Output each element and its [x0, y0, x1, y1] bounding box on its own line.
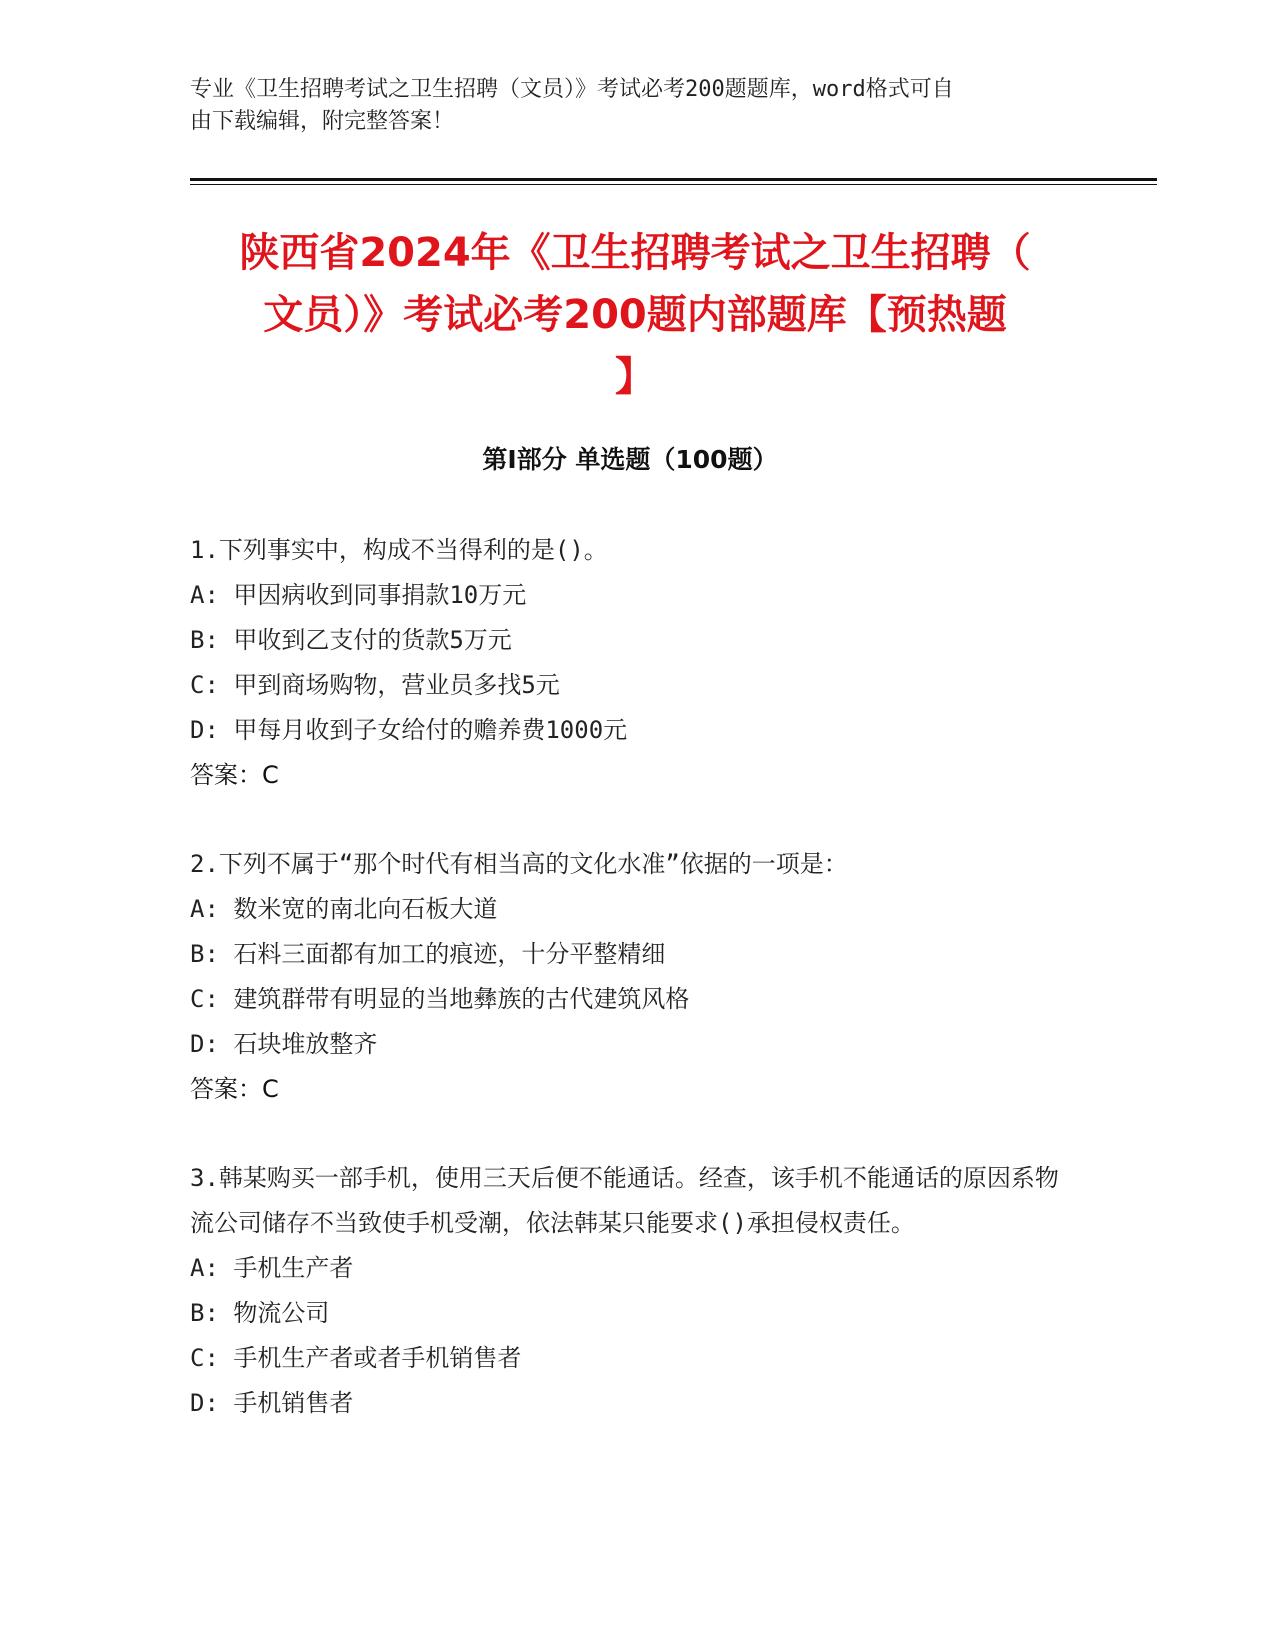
header-divider-thick — [190, 178, 1157, 181]
document-title-line-3: 】 — [615, 354, 655, 400]
question-stem: 3.韩某购买一部手机，使用三天后便不能通话。经查，该手机不能通话的原因系物流公司储存不当致使手机受潮，依法韩某只能要求()承担侵权责任。 — [190, 1164, 1059, 1237]
question-stem: 1.下列事实中，构成不当得利的是()。 — [190, 536, 608, 564]
option-a: A: 甲因病收到同事捐款10万元 — [190, 581, 527, 609]
question-list — [190, 528, 1070, 1470]
header-note-line-2: 由下载编辑，附完整答案！ — [190, 109, 455, 134]
option-b: B: 石料三面都有加工的痕迹，十分平整精细 — [190, 940, 666, 968]
option-b: B: 物流公司 — [190, 1299, 330, 1327]
document-title — [170, 222, 1100, 408]
option-b: B: 甲收到乙支付的货款5万元 — [190, 626, 512, 654]
option-c: C: 甲到商场购物，营业员多找5元 — [190, 671, 560, 699]
section-heading: 第Ⅰ部分 单选题（100题） — [482, 445, 778, 474]
option-c: C: 手机生产者或者手机销售者 — [190, 1344, 522, 1372]
header-divider-thin — [190, 184, 1157, 185]
option-d: D: 石块堆放整齐 — [190, 1030, 378, 1058]
question-1 — [190, 528, 1070, 798]
document-title-line-2: 文员）》考试必考200题内部题库【预热题 — [263, 292, 1007, 338]
option-a: A: 手机生产者 — [190, 1254, 354, 1282]
answer-line: 答案：C — [190, 761, 279, 789]
question-3 — [190, 1156, 1070, 1426]
question-2 — [190, 842, 1070, 1112]
question-stem: 2.下列不属于“那个时代有相当高的文化水准”依据的一项是： — [190, 850, 848, 878]
header-note — [190, 74, 1070, 138]
option-d: D: 手机销售者 — [190, 1389, 354, 1417]
answer-line: 答案：C — [190, 1075, 279, 1103]
header-note-line-1: 专业《卫生招聘考试之卫生招聘（文员）》考试必考200题题库，word格式可自 — [190, 77, 954, 102]
option-c: C: 建筑群带有明显的当地彝族的古代建筑风格 — [190, 985, 690, 1013]
document-title-line-1: 陕西省2024年《卫生招聘考试之卫生招聘（ — [239, 230, 1031, 276]
option-d: D: 甲每月收到子女给付的赡养费1000元 — [190, 716, 628, 744]
option-a: A: 数米宽的南北向石板大道 — [190, 895, 498, 923]
